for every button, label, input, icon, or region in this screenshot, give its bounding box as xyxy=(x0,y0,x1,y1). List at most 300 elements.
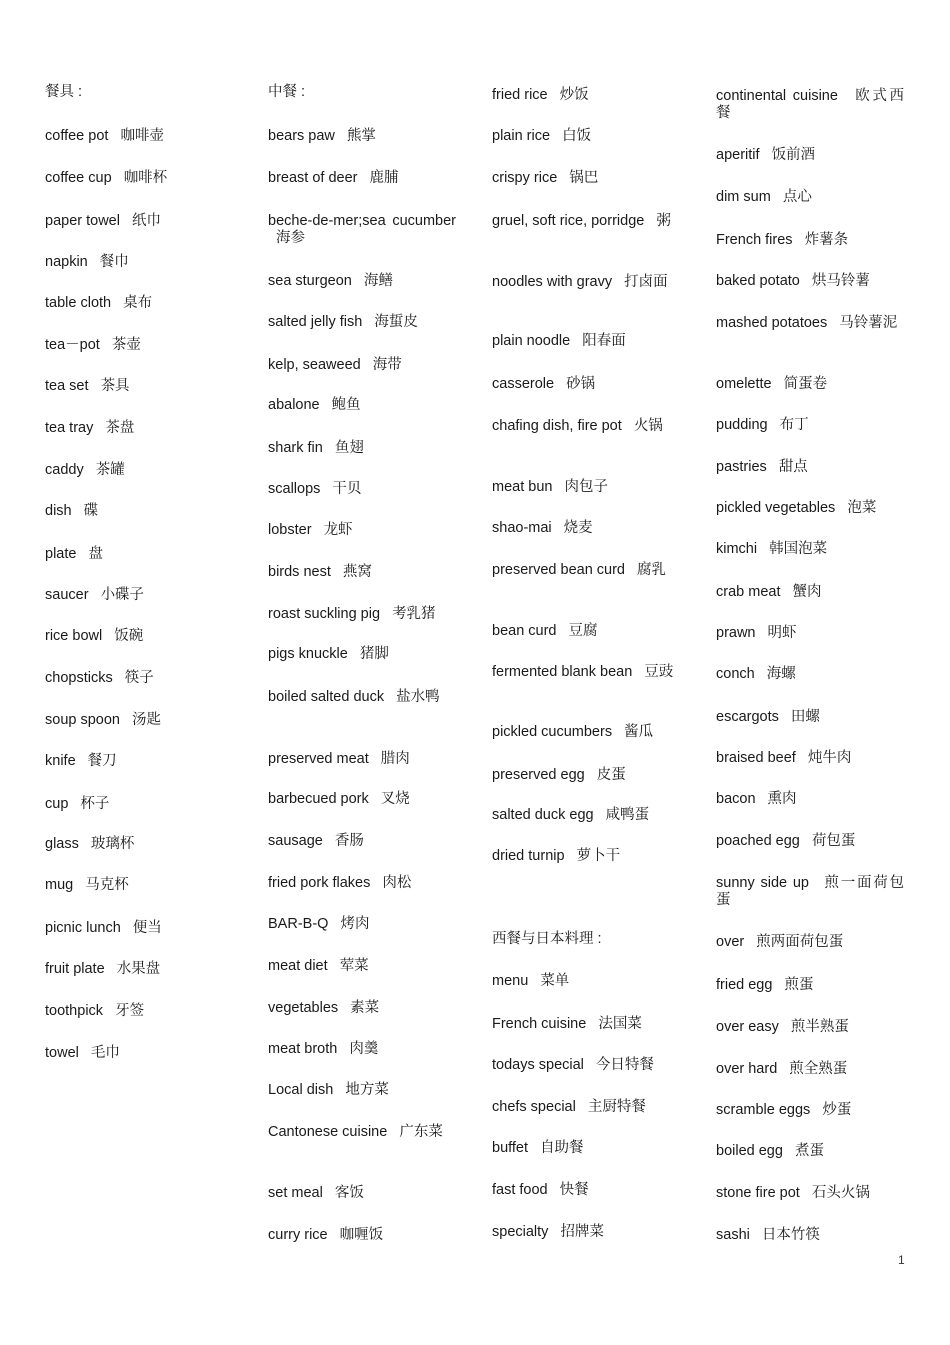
section-heading: 中餐 : xyxy=(268,84,306,100)
english-term: curry rice xyxy=(268,1227,328,1243)
chinese-term: 汤匙 xyxy=(132,712,162,728)
chinese-term: 海参 xyxy=(276,230,305,246)
chinese-term: 桌布 xyxy=(123,295,153,311)
vocab-entry xyxy=(45,295,233,312)
chinese-term: 杯子 xyxy=(80,796,110,812)
english-term: towel xyxy=(45,1045,79,1061)
english-term: continental cuisine xyxy=(716,88,838,104)
chinese-term: 咖啡壶 xyxy=(120,128,164,144)
chinese-term: 茶具 xyxy=(100,378,130,394)
vocab-entry xyxy=(716,1102,904,1119)
vocab-entry xyxy=(716,750,904,767)
vocab-entry xyxy=(716,791,904,808)
vocab-entry xyxy=(268,689,456,706)
vocab-entry xyxy=(716,1019,904,1036)
english-term: crab meat xyxy=(716,584,781,600)
chinese-term: 素菜 xyxy=(350,1000,380,1016)
chinese-term: 便当 xyxy=(132,920,162,936)
vocab-entry xyxy=(45,546,233,563)
english-term: fried egg xyxy=(716,977,773,993)
english-term: poached egg xyxy=(716,833,800,849)
vocab-entry xyxy=(268,213,456,247)
chinese-term: 炸薯条 xyxy=(804,232,849,248)
vocab-entry xyxy=(716,189,904,206)
chinese-term: 蟹肉 xyxy=(792,584,822,600)
vocab-entry xyxy=(45,961,233,978)
vocab-entry xyxy=(45,920,233,937)
vocab-entry xyxy=(45,753,233,770)
vocab-entry xyxy=(716,875,904,909)
english-term: pigs knuckle xyxy=(268,646,348,662)
english-term: tea set xyxy=(45,378,89,394)
english-term: chafing dish, fire pot xyxy=(492,418,622,434)
chinese-term: 欧式西餐 xyxy=(716,88,905,121)
chinese-term: 碟 xyxy=(83,503,99,519)
vocab-entry xyxy=(268,440,456,457)
chinese-term: 茶罐 xyxy=(95,462,125,478)
chinese-term: 鹿脯 xyxy=(369,170,399,186)
chinese-term: 快餐 xyxy=(559,1182,589,1198)
vocab-entry xyxy=(716,500,904,517)
chinese-term: 小碟子 xyxy=(100,587,145,603)
chinese-term: 石头火锅 xyxy=(811,1185,870,1201)
english-term: sunny side up xyxy=(716,875,809,891)
vocab-entry xyxy=(492,1182,680,1199)
chinese-term: 白饭 xyxy=(562,128,592,144)
vocab-entry xyxy=(45,378,233,395)
vocab-entry xyxy=(716,977,904,994)
vocab-entry xyxy=(45,796,233,813)
chinese-term: 粥 xyxy=(656,213,671,229)
chinese-term: 招牌菜 xyxy=(560,1224,604,1240)
english-term: fruit plate xyxy=(45,961,105,977)
english-term: fast food xyxy=(492,1182,548,1198)
chinese-term: 肉羹 xyxy=(349,1041,379,1057)
chinese-term: 水果盘 xyxy=(116,961,161,977)
english-term: over xyxy=(716,934,745,950)
chinese-term: 日本竹筷 xyxy=(761,1227,820,1243)
english-term: buffet xyxy=(492,1140,529,1156)
english-term: stone fire pot xyxy=(716,1185,800,1201)
english-term: abalone xyxy=(268,397,320,413)
english-term: coffee pot xyxy=(45,128,109,144)
vocab-entry xyxy=(716,88,904,122)
english-term: picnic lunch xyxy=(45,920,121,936)
english-term: rice bowl xyxy=(45,628,103,644)
chinese-term: 餐刀 xyxy=(87,753,117,769)
chinese-term: 熏肉 xyxy=(767,791,797,807)
chinese-term: 荷包蛋 xyxy=(811,833,856,849)
chinese-term: 烘马铃薯 xyxy=(811,273,870,289)
english-term: coffee cup xyxy=(45,170,112,186)
english-term: escargots xyxy=(716,709,779,725)
vocab-entry xyxy=(492,1224,680,1241)
chinese-term: 燕窝 xyxy=(342,564,372,580)
english-term: pastries xyxy=(716,459,767,475)
vocab-entry xyxy=(716,1185,904,1202)
vocab-entry xyxy=(492,1057,680,1074)
vocab-entry xyxy=(45,628,233,645)
vocab-entry xyxy=(268,1124,456,1141)
chinese-term: 打卤面 xyxy=(624,274,668,290)
chinese-term: 炒饭 xyxy=(559,87,589,103)
english-term: mashed potatoes xyxy=(716,315,828,331)
english-term: BAR-B-Q xyxy=(268,916,329,932)
vocab-entry xyxy=(716,376,904,393)
english-term: napkin xyxy=(45,254,88,270)
chinese-term: 考乳猪 xyxy=(392,606,436,622)
vocab-entry xyxy=(716,934,904,951)
vocab-entry xyxy=(492,520,680,537)
english-term: gruel, soft rice, porridge xyxy=(492,213,645,229)
chinese-term: 点心 xyxy=(782,189,812,205)
chinese-term: 炖牛肉 xyxy=(807,750,852,766)
english-term: menu xyxy=(492,973,529,989)
vocab-entry xyxy=(492,724,680,741)
chinese-term: 鱼翅 xyxy=(334,440,364,456)
chinese-term: 田螺 xyxy=(790,709,820,725)
english-term: boiled salted duck xyxy=(268,689,385,705)
chinese-term: 咖啡杯 xyxy=(123,170,168,186)
vocab-entry xyxy=(716,666,904,683)
english-term: plain noodle xyxy=(492,333,571,349)
chinese-term: 叉烧 xyxy=(380,791,410,807)
vocab-entry xyxy=(492,479,680,496)
english-term: pudding xyxy=(716,417,768,433)
chinese-term: 甜点 xyxy=(778,459,808,475)
english-term: set meal xyxy=(268,1185,323,1201)
vocab-entry xyxy=(492,376,680,393)
vocab-entry xyxy=(45,420,233,437)
section-heading: 西餐与日本料理 : xyxy=(492,931,602,947)
vocab-entry xyxy=(268,791,456,808)
vocab-entry xyxy=(492,562,680,579)
vocab-entry xyxy=(716,833,904,850)
chinese-term: 肉松 xyxy=(382,875,412,891)
chinese-term: 饭碗 xyxy=(114,628,144,644)
vocab-entry xyxy=(492,274,680,291)
vocab-entry xyxy=(492,213,680,230)
chinese-term: 茶盘 xyxy=(105,420,135,436)
english-term: dried turnip xyxy=(492,848,565,864)
english-term: salted jelly fish xyxy=(268,314,363,330)
vocab-entry xyxy=(492,333,680,350)
chinese-term: 咸鸭蛋 xyxy=(605,807,650,823)
vocab-entry xyxy=(45,587,233,604)
english-term: plain rice xyxy=(492,128,551,144)
chinese-term: 香肠 xyxy=(334,833,364,849)
english-term: braised beef xyxy=(716,750,796,766)
english-term: pickled vegetables xyxy=(716,500,836,516)
english-term: meat diet xyxy=(268,958,328,974)
chinese-term: 煎两面荷包蛋 xyxy=(756,934,844,950)
chinese-term: 布丁 xyxy=(779,417,809,433)
chinese-term: 荤菜 xyxy=(339,958,369,974)
english-term: shao-mai xyxy=(492,520,552,536)
vocab-entry xyxy=(45,670,233,687)
vocab-entry xyxy=(492,848,680,865)
vocab-entry xyxy=(45,1045,233,1062)
chinese-term: 火锅 xyxy=(633,418,663,434)
english-term: todays special xyxy=(492,1057,584,1073)
vocab-entry xyxy=(268,170,456,187)
chinese-term: 煮蛋 xyxy=(794,1143,824,1159)
chinese-term: 茶壶 xyxy=(111,337,141,353)
english-term: casserole xyxy=(492,376,555,392)
english-term: Cantonese cuisine xyxy=(268,1124,388,1140)
english-term: prawn xyxy=(716,625,756,641)
vocab-entry xyxy=(268,958,456,975)
english-term: chopsticks xyxy=(45,670,113,686)
vocab-entry xyxy=(716,232,904,249)
english-term: conch xyxy=(716,666,755,682)
chinese-term: 海鳝 xyxy=(363,273,393,289)
chinese-term: 饭前酒 xyxy=(771,147,816,163)
vocab-entry xyxy=(492,170,680,187)
chinese-term: 海螺 xyxy=(766,666,796,682)
english-term: saucer xyxy=(45,587,89,603)
chinese-term: 萝卜干 xyxy=(576,848,621,864)
english-term: soup spoon xyxy=(45,712,120,728)
vocab-entry xyxy=(492,973,680,990)
chinese-term: 玻璃杯 xyxy=(90,836,135,852)
english-term: sea sturgeon xyxy=(268,273,352,289)
chinese-term: 地方菜 xyxy=(345,1082,389,1098)
chinese-term: 烧麦 xyxy=(563,520,593,536)
chinese-term: 法国菜 xyxy=(598,1016,642,1032)
vocab-entry xyxy=(492,767,680,784)
english-term: tea tray xyxy=(45,420,94,436)
vocab-entry xyxy=(268,1041,456,1058)
english-term: glass xyxy=(45,836,79,852)
english-term: bears paw xyxy=(268,128,335,144)
vocab-entry xyxy=(492,623,680,640)
chinese-term: 筷子 xyxy=(124,670,154,686)
chinese-term: 豆豉 xyxy=(644,664,674,680)
english-term: dish xyxy=(45,503,72,519)
chinese-term: 海带 xyxy=(372,357,402,373)
vocab-entry xyxy=(268,833,456,850)
chinese-term: 酱瓜 xyxy=(624,724,654,740)
chinese-term: 毛巾 xyxy=(90,1045,120,1061)
section-heading: 餐具 : xyxy=(45,84,83,100)
english-term: beche-de-mer;sea cucumber xyxy=(268,213,456,229)
chinese-term: 牙签 xyxy=(115,1003,145,1019)
vocab-entry xyxy=(268,128,456,145)
english-term: shark fin xyxy=(268,440,323,456)
english-term: French fires xyxy=(716,232,793,248)
vocab-entry xyxy=(492,1099,680,1116)
chinese-term: 砂锅 xyxy=(566,376,596,392)
english-term: fermented blank bean xyxy=(492,664,633,680)
vocab-entry xyxy=(492,128,680,145)
english-term: noodles with gravy xyxy=(492,274,613,290)
english-term: scallops xyxy=(268,481,321,497)
english-term: boiled egg xyxy=(716,1143,783,1159)
chinese-term: 煎全熟蛋 xyxy=(789,1061,848,1077)
vocab-entry xyxy=(716,315,904,332)
chinese-term: 主厨特餐 xyxy=(587,1099,646,1115)
chinese-term: 腊肉 xyxy=(380,751,410,767)
vocab-entry xyxy=(268,522,456,539)
english-term: French cuisine xyxy=(492,1016,587,1032)
chinese-term: 客饭 xyxy=(334,1185,364,1201)
vocab-entry xyxy=(45,128,233,145)
english-term: preserved bean curd xyxy=(492,562,625,578)
chinese-term: 煎一面荷包蛋 xyxy=(716,875,905,908)
english-term: baked potato xyxy=(716,273,800,289)
english-term: caddy xyxy=(45,462,84,478)
vocab-entry xyxy=(45,877,233,894)
chinese-term: 今日特餐 xyxy=(595,1057,654,1073)
chinese-term: 阳春面 xyxy=(582,333,626,349)
chinese-term: 韩国泡菜 xyxy=(769,541,828,557)
chinese-term: 皮蛋 xyxy=(596,767,626,783)
english-term: bean curd xyxy=(492,623,557,639)
vocab-entry xyxy=(268,357,456,374)
english-term: vegetables xyxy=(268,1000,339,1016)
vocab-entry xyxy=(492,418,680,435)
chinese-term: 海蜇皮 xyxy=(374,314,418,330)
english-term: meat broth xyxy=(268,1041,338,1057)
english-term: preserved meat xyxy=(268,751,369,767)
vocab-entry xyxy=(716,1143,904,1160)
vocab-entry xyxy=(268,1227,456,1244)
vocab-entry xyxy=(268,273,456,290)
chinese-term: 广东菜 xyxy=(399,1124,443,1140)
chinese-term: 马铃薯泥 xyxy=(839,315,898,331)
english-term: chefs special xyxy=(492,1099,576,1115)
english-term: plate xyxy=(45,546,77,562)
chinese-term: 明虾 xyxy=(767,625,797,641)
vocab-entry xyxy=(268,646,456,663)
english-term: meat bun xyxy=(492,479,553,495)
english-term: omelette xyxy=(716,376,772,392)
chinese-term: 烤肉 xyxy=(340,916,370,932)
chinese-term: 豆腐 xyxy=(568,623,598,639)
vocab-entry xyxy=(492,807,680,824)
chinese-term: 鲍鱼 xyxy=(331,397,361,413)
vocab-entry xyxy=(45,712,233,729)
vocab-entry xyxy=(716,625,904,642)
vocab-entry xyxy=(45,337,233,354)
english-term: kimchi xyxy=(716,541,758,557)
chinese-term: 肉包子 xyxy=(564,479,608,495)
english-term: breast of deer xyxy=(268,170,358,186)
english-term: cup xyxy=(45,796,69,812)
vocab-entry xyxy=(268,564,456,581)
vocab-entry xyxy=(492,664,680,681)
english-term: dim sum xyxy=(716,189,771,205)
english-term: table cloth xyxy=(45,295,112,311)
vocab-entry xyxy=(45,1003,233,1020)
vocab-entry xyxy=(268,751,456,768)
english-term: over hard xyxy=(716,1061,778,1077)
vocab-entry xyxy=(268,314,456,331)
vocab-entry xyxy=(716,417,904,434)
vocab-entry xyxy=(268,916,456,933)
vocab-entry xyxy=(268,481,456,498)
english-term: paper towel xyxy=(45,213,120,229)
vocab-entry xyxy=(45,462,233,479)
vocab-entry xyxy=(268,1185,456,1202)
chinese-term: 腐乳 xyxy=(637,562,667,578)
vocab-entry xyxy=(268,1082,456,1099)
chinese-term: 盘 xyxy=(88,546,103,562)
chinese-term: 炒蛋 xyxy=(822,1102,852,1118)
vocab-entry xyxy=(716,541,904,558)
vocab-entry xyxy=(268,875,456,892)
chinese-term: 简蛋卷 xyxy=(783,376,828,392)
english-term: salted duck egg xyxy=(492,807,594,823)
vocab-entry xyxy=(492,1016,680,1033)
chinese-term: 龙虾 xyxy=(323,522,353,538)
page-number: 1 xyxy=(898,1253,905,1267)
chinese-term: 咖喱饭 xyxy=(339,1227,384,1243)
vocab-entry xyxy=(45,213,233,230)
english-term: sausage xyxy=(268,833,323,849)
vocab-entry xyxy=(716,459,904,476)
vocab-entry xyxy=(716,584,904,601)
vocab-entry xyxy=(492,87,680,104)
chinese-term: 煎蛋 xyxy=(784,977,814,993)
vocab-entry xyxy=(716,1227,904,1244)
english-term: mug xyxy=(45,877,74,893)
english-term: sashi xyxy=(716,1227,750,1243)
english-term: scramble eggs xyxy=(716,1102,811,1118)
english-term: over easy xyxy=(716,1019,779,1035)
vocab-entry xyxy=(716,273,904,290)
english-term: preserved egg xyxy=(492,767,585,783)
vocab-entry xyxy=(716,1061,904,1078)
english-term: bacon xyxy=(716,791,756,807)
english-term: kelp, seaweed xyxy=(268,357,361,373)
vocab-entry xyxy=(45,170,233,187)
english-term: roast suckling pig xyxy=(268,606,381,622)
english-term: tea－pot xyxy=(45,337,100,353)
chinese-term: 菜单 xyxy=(540,973,570,989)
chinese-term: 泡菜 xyxy=(847,500,877,516)
chinese-term: 自助餐 xyxy=(540,1140,584,1156)
chinese-term: 马克杯 xyxy=(85,877,129,893)
english-term: barbecued pork xyxy=(268,791,369,807)
english-term: pickled cucumbers xyxy=(492,724,613,740)
english-term: fried rice xyxy=(492,87,548,103)
chinese-term: 煎半熟蛋 xyxy=(790,1019,849,1035)
vocab-entry xyxy=(45,254,233,271)
vocab-entry xyxy=(45,836,233,853)
english-term: Local dish xyxy=(268,1082,334,1098)
english-term: fried pork flakes xyxy=(268,875,371,891)
chinese-term: 熊掌 xyxy=(346,128,376,144)
chinese-term: 餐巾 xyxy=(99,254,129,270)
vocab-entry xyxy=(268,397,456,414)
vocab-entry xyxy=(268,1000,456,1017)
chinese-term: 纸巾 xyxy=(132,213,161,229)
vocab-entry xyxy=(492,1140,680,1157)
english-term: crispy rice xyxy=(492,170,558,186)
vocab-entry xyxy=(268,606,456,623)
vocab-entry xyxy=(45,503,233,520)
chinese-term: 锅巴 xyxy=(569,170,599,186)
english-term: toothpick xyxy=(45,1003,104,1019)
english-term: birds nest xyxy=(268,564,331,580)
english-term: knife xyxy=(45,753,76,769)
vocab-entry xyxy=(716,147,904,164)
english-term: lobster xyxy=(268,522,312,538)
chinese-term: 干贝 xyxy=(332,481,362,497)
chinese-term: 猪脚 xyxy=(359,646,389,662)
